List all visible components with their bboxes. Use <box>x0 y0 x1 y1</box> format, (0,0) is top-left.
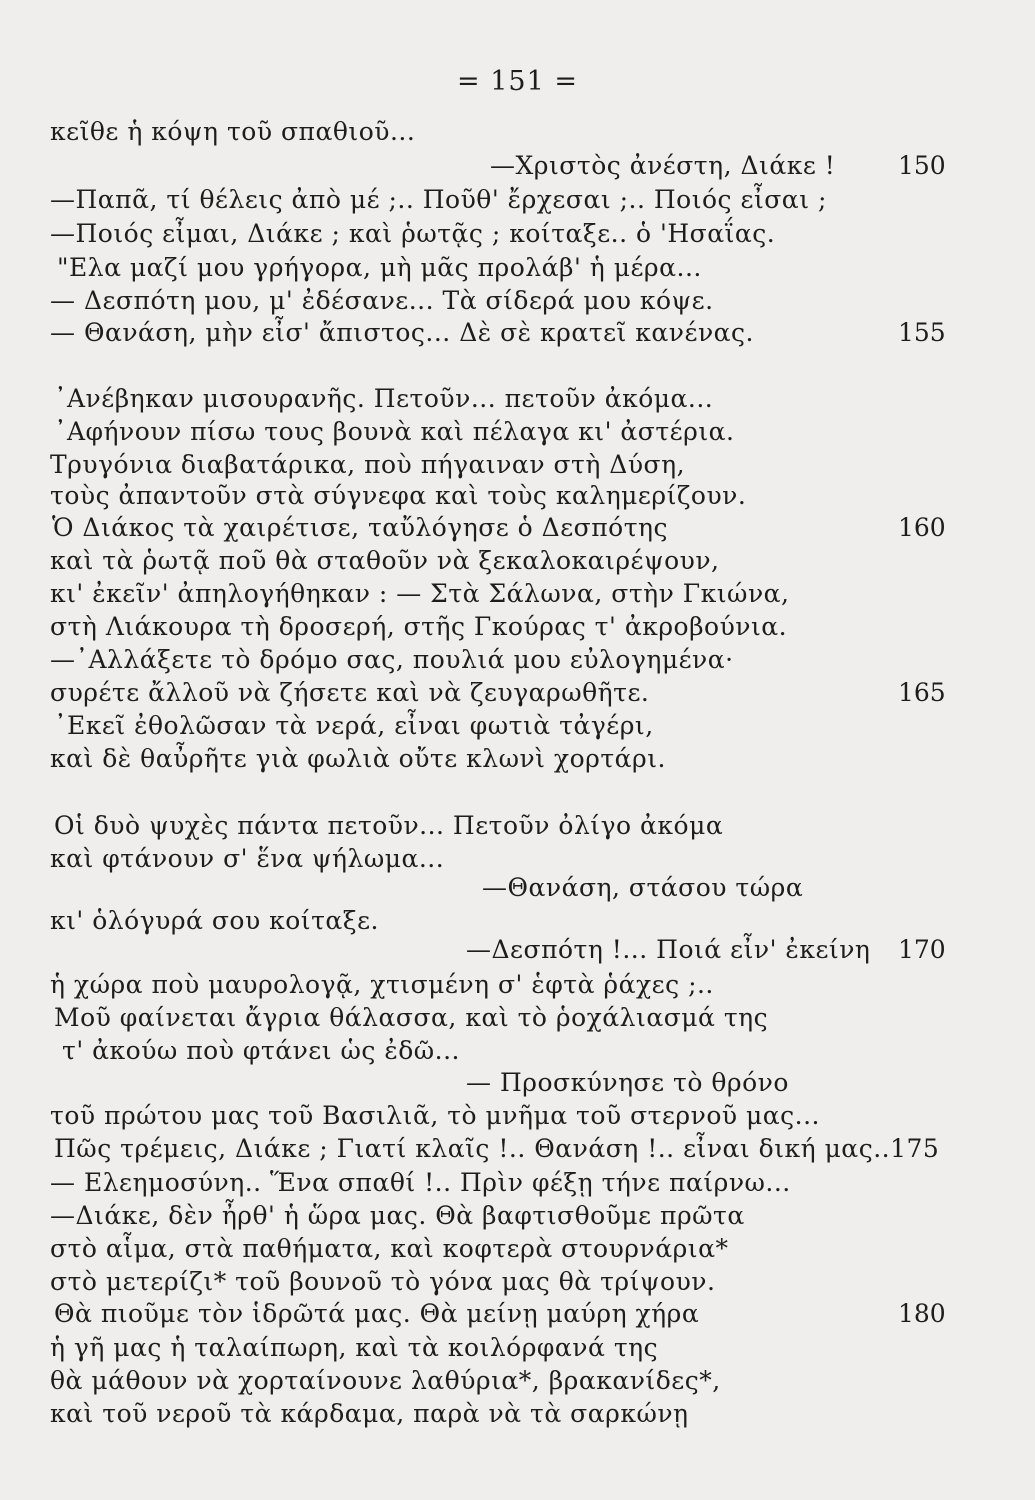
verse-line: —Χριστὸς ἀνέστη, Διάκε ! <box>490 151 836 180</box>
verse-line: καὶ τὰ ῥωτᾷ ποῦ θὰ σταθοῦν νὰ ξεκαλοκαιρέψουν, <box>50 546 720 575</box>
verse-line: — Ελεημοσύνη.. Ἕνα σπαθί !.. Πρὶν φέξῃ τήνε παίρνω... <box>50 1168 791 1197</box>
verse-line: — Προσκύνησε τὸ θρόνο <box>466 1068 789 1097</box>
verse-line: συρέτε ἄλλοῦ νὰ ζήσετε καὶ νὰ ζευγαρωθῆτε. <box>50 678 650 707</box>
verse-line: —Θανάση, στάσου τώρα <box>482 873 804 902</box>
verse-line: Μοῦ φαίνεται ἄγρια θάλασσα, καὶ τὸ ῥοχάλιασμά της <box>54 1003 769 1032</box>
verse-line: κεῖθε ἡ κόψη τοῦ σπαθιοῦ... <box>50 117 416 146</box>
verse-line: Ὁ Διάκος τὰ χαιρέτισε, ταὔλόγησε ὁ Δεσπότης <box>52 513 669 542</box>
verse-line: ᾿Ανέβηκαν μισουρανῆς. Πετοῦν... πετοῦν ἀκόμα... <box>54 384 714 413</box>
verse-line: —Διάκε, δὲν ἦρθ' ἡ ὥρα μας. Θὰ βαφτισθοῦμε πρῶτα <box>50 1201 745 1230</box>
verse-line: —Ποιός εἶμαι, Διάκε ; καὶ ῥωτᾷς ; κοίταξε.. ὁ 'Ησαΐας. <box>50 219 776 248</box>
verse-line: καὶ δὲ θαὖρῆτε γιὰ φωλιὰ οὔτε κλωνὶ χορτάρι. <box>50 744 666 773</box>
line-number: 150 <box>898 151 946 180</box>
verse-line: θὰ μάθουν νὰ χορταίνουνε λαθύρια*, βρακανίδες*, <box>50 1366 721 1395</box>
line-number: 165 <box>898 678 946 707</box>
line-number: 155 <box>898 318 946 347</box>
verse-line: τοὺς ἀπαντοῦν στὰ σύγνεφα καὶ τοὺς καλημερίζουν. <box>50 481 747 510</box>
verse-line: Θὰ πιοῦμε τὸν ἱδρῶτά μας. Θὰ μείνῃ μαύρη χήρα <box>54 1299 700 1328</box>
verse-line: καὶ τοῦ νεροῦ τὰ κάρδαμα, παρὰ νὰ τὰ σαρκώνῃ <box>50 1399 689 1428</box>
verse-line: κι' ἐκεῖν' ἀπηλογήθηκαν : — Στὰ Σάλωνα, στὴν Γκιώνα, <box>50 579 790 608</box>
verse-line: στὸ αἷμα, στὰ παθήματα, καὶ κοφτερὰ στουρνάρια* <box>50 1234 729 1263</box>
page-number: = 151 = <box>457 66 578 97</box>
verse-line: Πῶς τρέμεις, Διάκε ; Γιατί κλαῖς !.. Θανάση !.. εἶναι δική μας..175 <box>54 1134 940 1163</box>
line-number: 170 <box>898 935 946 964</box>
line-number: 180 <box>898 1299 946 1328</box>
verse-line: στὸ μετερίζι* τοῦ βουνοῦ τὸ γόνα μας θὰ τρίψουν. <box>50 1267 716 1296</box>
verse-line: ἡ γῆ μας ἡ ταλαίπωρη, καὶ τὰ κοιλόρφανά της <box>50 1333 659 1362</box>
verse-line: —Παπᾶ, τί θέλεις ἀπὸ μέ ;.. Ποῦθ' ἔρχεσαι ;.. Ποιός εἶσαι ; <box>50 185 827 214</box>
line-number: 160 <box>898 513 946 542</box>
verse-line: — Δεσπότη μου, μ' ἐδέσανε... Τὰ σίδερά μου κόψε. <box>50 286 714 315</box>
verse-line: Οἱ δυὸ ψυχὲς πάντα πετοῦν... Πετοῦν ὀλίγο ἀκόμα <box>54 811 724 840</box>
verse-line: στὴ Λιάκουρα τὴ δροσερή, στῆς Γκούρας τ' ἀκροβούνια. <box>50 612 788 641</box>
verse-line: "Ελα μαζί μου γρήγορα, μὴ μᾶς προλάβ' ἡ μέρα... <box>57 253 702 282</box>
verse-line: — Θανάση, μὴν εἶσ' ἄπιστος... Δὲ σὲ κρατεῖ κανένας. <box>50 318 754 347</box>
verse-line: —Δεσπότη !... Ποιά εἶν' ἐκείνη <box>466 935 871 964</box>
verse-line: ἡ χώρα ποὺ μαυρολογᾷ, χτισμένη σ' ἑφτὰ ῥάχες ;.. <box>50 970 714 999</box>
verse-line: τοῦ πρώτου μας τοῦ Βασιλιᾶ, τὸ μνῆμα τοῦ στερνοῦ μας... <box>50 1101 820 1130</box>
verse-line: —᾿Αλλάξετε τὸ δρόμο σας, πουλιά μου εὐλογημένα· <box>50 645 734 674</box>
verse-line: ᾿Εκεῖ ἐθολῶσαν τὰ νερά, εἶναι φωτιὰ τἀγέρι, <box>54 711 654 740</box>
verse-line: κι' ὁλόγυρά σου κοίταξε. <box>50 906 379 935</box>
verse-line: Τρυγόνια διαβατάρικα, ποὺ πήγαιναν στὴ Δύση, <box>50 450 686 479</box>
verse-line: ᾿Αφήνουν πίσω τους βουνὰ καὶ πέλαγα κι' ἀστέρια. <box>54 417 735 446</box>
verse-line: τ' ἀκούω ποὺ φτάνει ὡς ἐδῶ... <box>62 1036 461 1065</box>
verse-line: καὶ φτάνουν σ' ἕνα ψήλωμα... <box>50 844 445 873</box>
